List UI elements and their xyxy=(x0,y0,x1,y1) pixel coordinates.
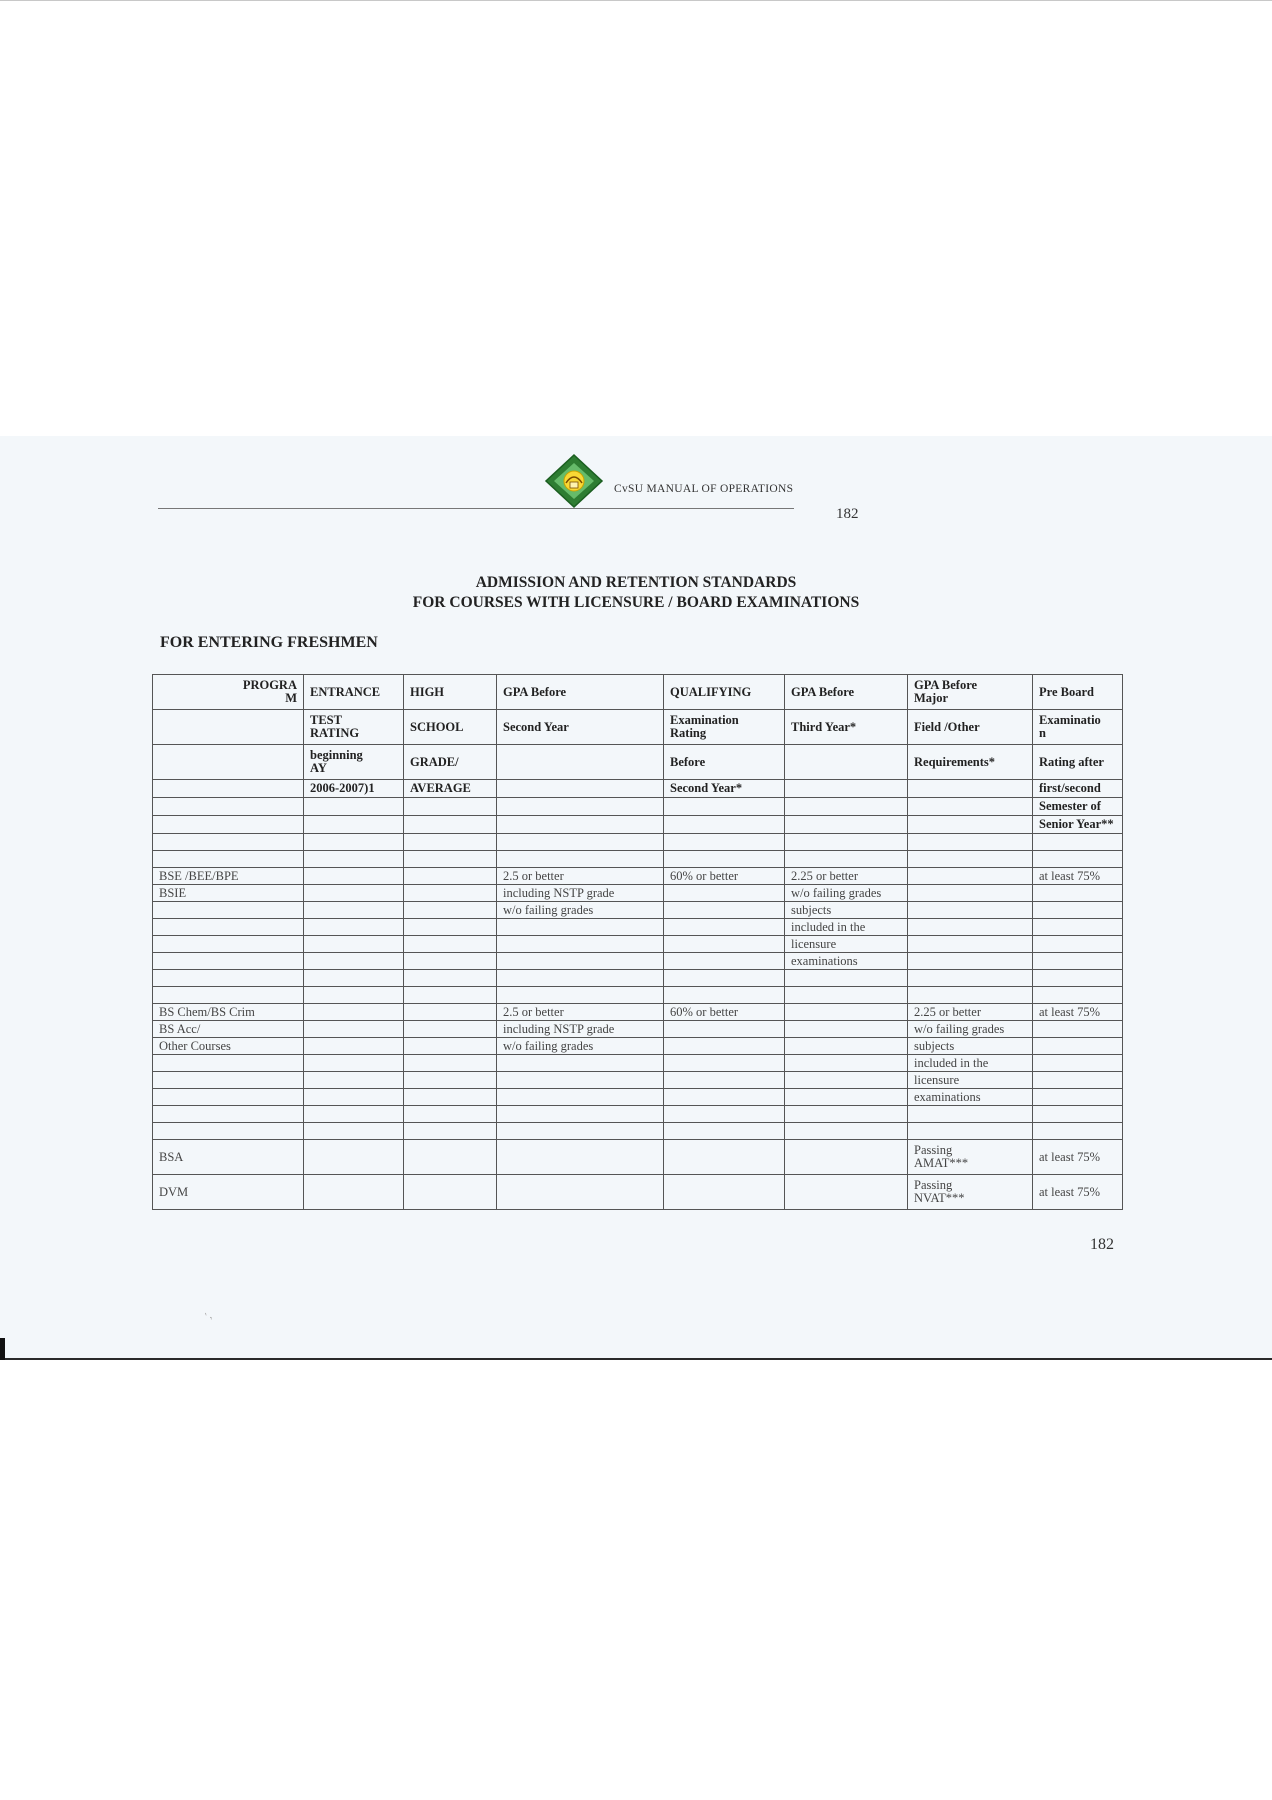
page-number-bottom: 182 xyxy=(1090,1236,1114,1253)
table-cell xyxy=(153,1089,304,1106)
table-header-cell xyxy=(664,798,785,816)
table-cell xyxy=(664,987,785,1004)
table-cell: 60% or better xyxy=(664,1004,785,1021)
scan-edge-mark xyxy=(0,1338,5,1360)
table-cell xyxy=(908,834,1033,851)
table-cell xyxy=(153,851,304,868)
table-cell: 2.25 or better xyxy=(785,868,908,885)
table-cell xyxy=(664,1123,785,1140)
table-row xyxy=(153,1021,1123,1038)
table-header-cell: AVERAGE xyxy=(404,780,497,798)
table-header-cell xyxy=(304,816,404,834)
table-cell xyxy=(304,1004,404,1021)
table-cell xyxy=(785,1123,908,1140)
table-cell xyxy=(785,1089,908,1106)
table-cell xyxy=(404,987,497,1004)
table-header-cell xyxy=(153,745,304,780)
table-cell xyxy=(908,970,1033,987)
table-cell xyxy=(304,834,404,851)
table-cell xyxy=(785,987,908,1004)
table-cell xyxy=(908,987,1033,1004)
table-cell xyxy=(664,919,785,936)
document-title-line-2: FOR COURSES WITH LICENSURE / BOARD EXAMINATIONS xyxy=(412,594,860,611)
table-cell xyxy=(497,936,664,953)
table-cell: BSIE xyxy=(153,885,304,902)
table-cell xyxy=(1033,987,1123,1004)
table-header-cell xyxy=(785,745,908,780)
table-cell: at least 75% xyxy=(1033,1140,1123,1175)
table-cell xyxy=(1033,1106,1123,1123)
table-cell xyxy=(497,1072,664,1089)
table-header-cell: Examination Rating xyxy=(664,710,785,745)
table-cell xyxy=(497,1123,664,1140)
table-cell xyxy=(664,970,785,987)
table-header-cell: GPA Before Major xyxy=(908,675,1033,710)
table-header-cell: SCHOOL xyxy=(404,710,497,745)
table-cell xyxy=(404,1072,497,1089)
table-cell: w/o failing grades xyxy=(908,1021,1033,1038)
table-header-cell xyxy=(497,780,664,798)
table-header-cell xyxy=(404,816,497,834)
table-header-cell: Before xyxy=(664,745,785,780)
table-header-cell xyxy=(153,798,304,816)
table-cell xyxy=(785,834,908,851)
header-rule xyxy=(158,508,794,509)
table-header-row xyxy=(153,816,1123,834)
table-cell xyxy=(497,1055,664,1072)
table-header-cell: GRADE/ xyxy=(404,745,497,780)
table-row xyxy=(153,1175,1123,1210)
table-cell xyxy=(404,851,497,868)
table-cell: subjects xyxy=(908,1038,1033,1055)
table-cell: BS Acc/ xyxy=(153,1021,304,1038)
table-cell: w/o failing grades xyxy=(785,885,908,902)
table-header-cell: Second Year xyxy=(497,710,664,745)
table-cell xyxy=(404,1123,497,1140)
table-header-cell: Requirements* xyxy=(908,745,1033,780)
table-cell xyxy=(404,970,497,987)
table-cell xyxy=(153,987,304,1004)
table-cell xyxy=(908,868,1033,885)
table-cell xyxy=(404,1004,497,1021)
table-header-cell xyxy=(153,710,304,745)
table-cell xyxy=(404,1106,497,1123)
table-cell: including NSTP grade xyxy=(497,885,664,902)
table-cell xyxy=(664,1038,785,1055)
table-cell xyxy=(304,902,404,919)
table-row xyxy=(153,919,1123,936)
table-cell: BS Chem/BS Crim xyxy=(153,1004,304,1021)
table-row xyxy=(153,1004,1123,1021)
table-cell xyxy=(404,1021,497,1038)
table-cell xyxy=(1033,1038,1123,1055)
table-cell xyxy=(664,936,785,953)
table-cell xyxy=(304,885,404,902)
table-cell xyxy=(497,1175,664,1210)
table-row xyxy=(153,936,1123,953)
scan-bottom-rule xyxy=(0,1358,1272,1360)
table-cell xyxy=(1033,970,1123,987)
table-header-cell: TEST RATING xyxy=(304,710,404,745)
table-cell xyxy=(304,1175,404,1210)
table-cell xyxy=(908,1123,1033,1140)
table-header-cell: first/second xyxy=(1033,780,1123,798)
table-cell xyxy=(404,885,497,902)
admission-standards-table xyxy=(152,674,1123,1210)
table-cell xyxy=(664,953,785,970)
table-cell: subjects xyxy=(785,902,908,919)
table-cell xyxy=(497,1106,664,1123)
table-cell xyxy=(664,1140,785,1175)
section-heading: FOR ENTERING FRESHMEN xyxy=(160,634,378,651)
table-cell: licensure xyxy=(785,936,908,953)
table-cell: 2.5 or better xyxy=(497,1004,664,1021)
table-cell xyxy=(785,1038,908,1055)
table-cell: Passing NVAT*** xyxy=(908,1175,1033,1210)
table-cell xyxy=(785,1106,908,1123)
table-cell xyxy=(304,936,404,953)
table-row xyxy=(153,834,1123,851)
table-cell xyxy=(1033,953,1123,970)
table-cell xyxy=(404,1055,497,1072)
table-cell xyxy=(304,953,404,970)
table-header-cell: ENTRANCE xyxy=(304,675,404,710)
table-cell: at least 75% xyxy=(1033,1175,1123,1210)
table-header-row xyxy=(153,710,1123,745)
table-row xyxy=(153,902,1123,919)
table-cell: 60% or better xyxy=(664,868,785,885)
table-cell: w/o failing grades xyxy=(497,902,664,919)
table-cell xyxy=(908,1106,1033,1123)
table-cell xyxy=(1033,902,1123,919)
table-cell: 2.25 or better xyxy=(908,1004,1033,1021)
table-cell xyxy=(1033,1055,1123,1072)
table-header-cell xyxy=(404,798,497,816)
table-cell xyxy=(404,834,497,851)
table-cell xyxy=(153,902,304,919)
table-row xyxy=(153,1140,1123,1175)
table-cell xyxy=(908,953,1033,970)
table-cell xyxy=(664,851,785,868)
table-cell xyxy=(304,919,404,936)
table-header-row xyxy=(153,780,1123,798)
table-header-cell xyxy=(908,816,1033,834)
scan-mark: ′, xyxy=(203,1309,214,1323)
table-cell xyxy=(153,936,304,953)
table-row xyxy=(153,1123,1123,1140)
table-row xyxy=(153,1106,1123,1123)
table-cell xyxy=(497,1140,664,1175)
table-cell xyxy=(304,987,404,1004)
table-header-cell: Second Year* xyxy=(664,780,785,798)
table-cell xyxy=(1033,1123,1123,1140)
table-cell xyxy=(497,1089,664,1106)
table-cell xyxy=(497,919,664,936)
table-cell xyxy=(404,868,497,885)
table-cell: including NSTP grade xyxy=(497,1021,664,1038)
document-title-line-1: ADMISSION AND RETENTION STANDARDS xyxy=(475,574,797,591)
table-cell xyxy=(785,1175,908,1210)
table-cell xyxy=(304,1021,404,1038)
table-cell xyxy=(664,1055,785,1072)
table-row xyxy=(153,868,1123,885)
table-cell xyxy=(153,953,304,970)
table-cell: included in the xyxy=(785,919,908,936)
table-header-cell: PROGRA M xyxy=(153,675,304,710)
table-header-cell xyxy=(497,745,664,780)
table-cell: w/o failing grades xyxy=(497,1038,664,1055)
table-cell: BSA xyxy=(153,1140,304,1175)
table-header-cell xyxy=(908,780,1033,798)
table-row xyxy=(153,1038,1123,1055)
table-cell xyxy=(908,936,1033,953)
table-cell xyxy=(1033,885,1123,902)
table-cell: Passing AMAT*** xyxy=(908,1140,1033,1175)
table-header-cell: Senior Year** xyxy=(1033,816,1123,834)
table-cell xyxy=(497,953,664,970)
table-header-cell: Rating after xyxy=(1033,745,1123,780)
table-header-cell xyxy=(785,816,908,834)
table-cell xyxy=(1033,851,1123,868)
table-cell xyxy=(664,885,785,902)
table-cell xyxy=(664,1072,785,1089)
table-cell xyxy=(785,1072,908,1089)
table-cell xyxy=(404,902,497,919)
table-cell xyxy=(153,1055,304,1072)
table-header-cell: 2006-2007)1 xyxy=(304,780,404,798)
table-header-cell xyxy=(304,798,404,816)
top-rule xyxy=(0,0,1272,1)
table-cell xyxy=(304,1106,404,1123)
table-row xyxy=(153,1055,1123,1072)
table-cell xyxy=(785,1021,908,1038)
table-row xyxy=(153,987,1123,1004)
table-cell xyxy=(304,970,404,987)
table-cell xyxy=(785,851,908,868)
table-cell xyxy=(304,1055,404,1072)
table-cell xyxy=(153,1123,304,1140)
table-header-row xyxy=(153,745,1123,780)
table-header-cell xyxy=(664,816,785,834)
table-cell xyxy=(153,970,304,987)
table-cell xyxy=(664,902,785,919)
table-cell xyxy=(497,987,664,1004)
table-header-cell xyxy=(153,780,304,798)
table-row xyxy=(153,885,1123,902)
table-cell xyxy=(404,1038,497,1055)
table-row xyxy=(153,970,1123,987)
table-cell xyxy=(664,834,785,851)
table-cell xyxy=(404,919,497,936)
table-header-cell xyxy=(497,798,664,816)
table-cell xyxy=(304,1089,404,1106)
table-cell xyxy=(785,1140,908,1175)
table-cell xyxy=(1033,919,1123,936)
table-cell xyxy=(664,1175,785,1210)
table-cell xyxy=(404,953,497,970)
table-cell xyxy=(304,1038,404,1055)
table-cell xyxy=(153,1106,304,1123)
table-cell xyxy=(497,851,664,868)
table-header-cell: GPA Before xyxy=(497,675,664,710)
table-cell xyxy=(908,902,1033,919)
table-cell xyxy=(1033,936,1123,953)
table-cell xyxy=(404,1140,497,1175)
table-cell: at least 75% xyxy=(1033,1004,1123,1021)
table-header-cell: Pre Board xyxy=(1033,675,1123,710)
table-header-cell: Field /Other xyxy=(908,710,1033,745)
table-cell xyxy=(304,1072,404,1089)
table-header-cell: Third Year* xyxy=(785,710,908,745)
table-header-cell: QUALIFYING xyxy=(664,675,785,710)
table-cell xyxy=(497,834,664,851)
table-cell xyxy=(785,970,908,987)
table-header-cell: HIGH xyxy=(404,675,497,710)
table-header-cell: beginning AY xyxy=(304,745,404,780)
table-cell xyxy=(908,885,1033,902)
table-cell xyxy=(664,1089,785,1106)
table-cell: licensure xyxy=(908,1072,1033,1089)
table-cell xyxy=(404,1089,497,1106)
table-cell xyxy=(304,1123,404,1140)
table-cell xyxy=(304,851,404,868)
table-cell xyxy=(153,919,304,936)
table-cell xyxy=(785,1055,908,1072)
table-row xyxy=(153,851,1123,868)
table-cell xyxy=(1033,1021,1123,1038)
table-header-cell xyxy=(497,816,664,834)
table-header-cell: GPA Before xyxy=(785,675,908,710)
table-header-row xyxy=(153,675,1123,710)
cvsu-seal-icon xyxy=(544,453,604,509)
table-cell xyxy=(404,936,497,953)
table-cell xyxy=(908,851,1033,868)
table-cell xyxy=(664,1106,785,1123)
table-cell xyxy=(304,868,404,885)
table-cell xyxy=(153,1072,304,1089)
table-cell xyxy=(304,1140,404,1175)
table-header-row xyxy=(153,798,1123,816)
table-cell xyxy=(404,1175,497,1210)
table-cell: Other Courses xyxy=(153,1038,304,1055)
table-header-cell xyxy=(153,816,304,834)
table-row xyxy=(153,1072,1123,1089)
table-cell: DVM xyxy=(153,1175,304,1210)
table-cell: included in the xyxy=(908,1055,1033,1072)
table-cell xyxy=(1033,834,1123,851)
table-cell xyxy=(153,834,304,851)
table-cell xyxy=(497,970,664,987)
page-number-top: 182 xyxy=(836,506,859,522)
table-header-cell: Examinatio n xyxy=(1033,710,1123,745)
table-header-cell xyxy=(785,798,908,816)
table-cell: examinations xyxy=(785,953,908,970)
table-row xyxy=(153,953,1123,970)
table-header-cell xyxy=(908,798,1033,816)
manual-title: CvSU MANUAL OF OPERATIONS xyxy=(614,483,794,495)
table-header-cell: Semester of xyxy=(1033,798,1123,816)
table-cell: BSE /BEE/BPE xyxy=(153,868,304,885)
table-cell xyxy=(664,1021,785,1038)
table-cell xyxy=(908,919,1033,936)
table-cell: examinations xyxy=(908,1089,1033,1106)
table-cell: at least 75% xyxy=(1033,868,1123,885)
table-cell: 2.5 or better xyxy=(497,868,664,885)
table-header-cell xyxy=(785,780,908,798)
table-cell xyxy=(1033,1072,1123,1089)
table-cell xyxy=(785,1004,908,1021)
table-cell xyxy=(1033,1089,1123,1106)
table-row xyxy=(153,1089,1123,1106)
